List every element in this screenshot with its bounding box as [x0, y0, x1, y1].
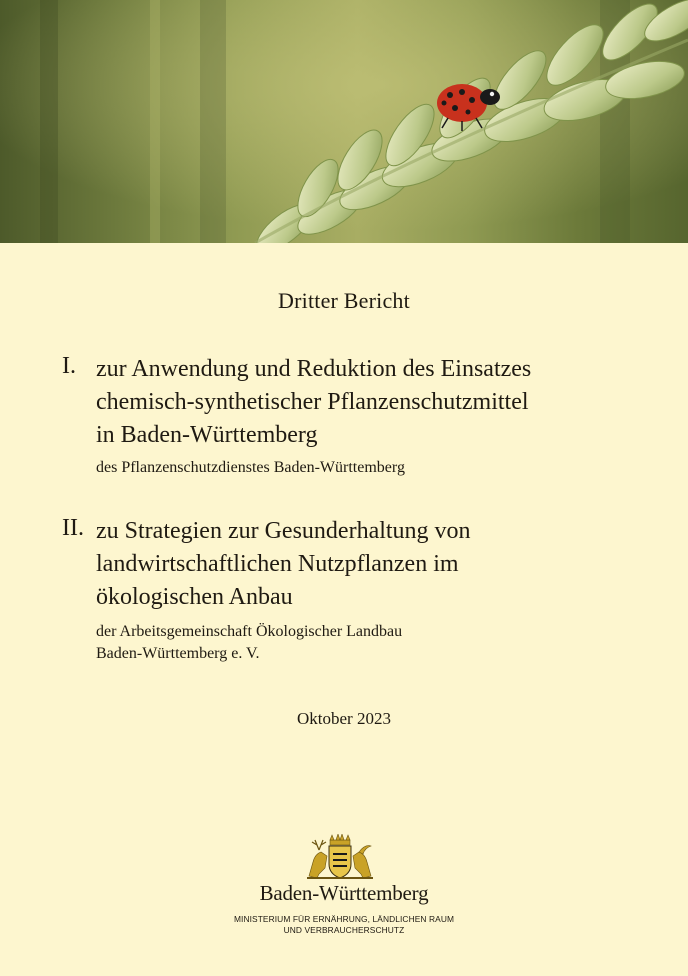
- heading-line: zu Strategien zur Gesunderhaltung von: [96, 518, 471, 544]
- heading-line: landwirtschaftlichen Nutzpflanzen im: [96, 551, 459, 577]
- section-author: [96, 621, 656, 665]
- section-heading: [96, 353, 656, 452]
- report-title: Dritter Bericht: [278, 288, 410, 313]
- publication-date: Oktober 2023: [297, 709, 391, 728]
- author-line: Baden-Württemberg e. V.: [96, 645, 260, 662]
- heading-line: chemisch-synthetischer Pflanzenschutzmittel: [96, 389, 529, 415]
- section-author: [96, 457, 656, 479]
- ministry-line: UND VERBRAUCHERSCHUTZ: [283, 925, 405, 935]
- heading-line: ökologischen Anbau: [96, 584, 293, 610]
- coat-of-arms-icon: [303, 834, 377, 880]
- heading-line: in Baden-Württemberg: [96, 422, 318, 448]
- section-heading: [96, 515, 656, 614]
- author-line: des Pflanzenschutzdienstes Baden-Württemberg: [96, 459, 405, 476]
- author-line: der Arbeitsgemeinschaft Ökologischer Landbau: [96, 623, 403, 640]
- cover-photo: [0, 0, 688, 243]
- state-name: Baden-Württemberg: [259, 881, 429, 905]
- wheat-ladybug-illustration: [0, 0, 688, 243]
- ministry-line: MINISTERIUM FÜR ERNÄHRUNG, LÄNDLICHEN RAUM: [233, 914, 455, 924]
- section-numeral: II.: [62, 515, 84, 541]
- section-numeral: I.: [62, 353, 76, 379]
- heading-line: zur Anwendung und Reduktion des Einsatzes: [96, 356, 532, 382]
- ministry-name: [0, 914, 688, 936]
